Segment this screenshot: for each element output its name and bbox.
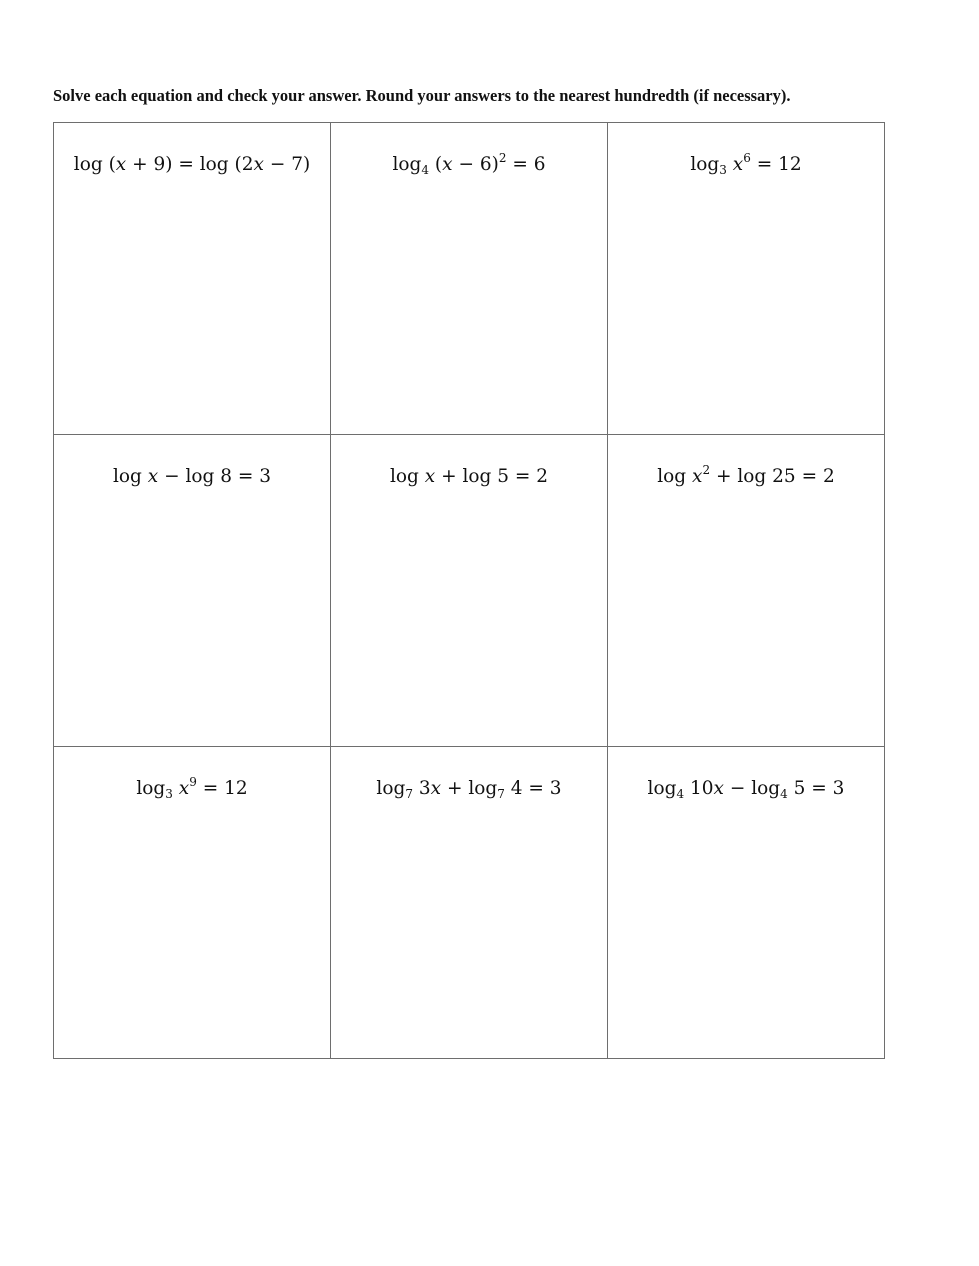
equation: [54, 465, 330, 489]
problem-cell[interactable]: [54, 747, 331, 1059]
log-base: 3: [165, 787, 173, 801]
problem-row: [54, 435, 885, 747]
equation: [331, 465, 607, 489]
variable: x: [115, 154, 127, 175]
variable: x: [178, 778, 190, 799]
log-base: 7: [497, 787, 505, 801]
log-base: 4: [780, 787, 788, 801]
equation: [331, 777, 607, 801]
problem-cell[interactable]: [608, 435, 885, 747]
equation-text: 10: [684, 778, 714, 799]
equation-text: + log 5 = 2: [435, 466, 549, 487]
problem-cell[interactable]: [331, 747, 608, 1059]
variable: x: [692, 466, 703, 487]
equation: [331, 153, 607, 177]
equation: [608, 777, 884, 801]
equation-text: − 6): [452, 154, 499, 175]
equation-text: 4 = 3: [504, 778, 562, 799]
equation-text: + log 25 = 2: [710, 466, 835, 487]
log-base: 3: [719, 163, 727, 177]
equation-text: − log: [723, 778, 781, 799]
equation: [54, 153, 330, 177]
problem-cell[interactable]: [608, 747, 885, 1059]
problem-row: [54, 747, 885, 1059]
log-base: 4: [676, 787, 685, 801]
equation: [608, 153, 884, 177]
equation-text: log: [392, 154, 422, 175]
equation-text: log: [376, 778, 406, 799]
equation-text: log: [647, 778, 677, 799]
exponent: 2: [702, 463, 711, 477]
log-base: 4: [421, 163, 430, 177]
problem-cell[interactable]: [331, 435, 608, 747]
equation-text: − 7): [263, 154, 311, 175]
equation-text: 3: [412, 778, 431, 799]
variable: x: [424, 466, 436, 487]
equation-text: + log: [441, 778, 498, 799]
equation-text: = 12: [750, 154, 802, 175]
equation: [54, 777, 330, 801]
equation-text: log: [389, 466, 425, 487]
equation-text: log: [690, 154, 720, 175]
equation-text: + 9) = log (2: [126, 154, 254, 175]
variable: x: [430, 778, 442, 799]
equation-text: log: [112, 466, 148, 487]
log-base: 7: [405, 787, 413, 801]
exponent: 9: [189, 775, 197, 789]
problem-grid: [53, 122, 885, 1059]
equation: [608, 465, 884, 489]
problem-row: [54, 123, 885, 435]
variable: x: [732, 154, 744, 175]
variable: x: [253, 154, 264, 175]
equation-text: log (: [73, 154, 116, 175]
equation-text: − log 8 = 3: [158, 466, 272, 487]
equation-text: 5 = 3: [787, 778, 845, 799]
variable: x: [713, 778, 724, 799]
equation-text: log: [136, 778, 166, 799]
problem-cell[interactable]: [54, 435, 331, 747]
equation-text: log: [657, 466, 693, 487]
equation-text: (: [429, 154, 443, 175]
exponent: 6: [743, 151, 751, 165]
problem-cell[interactable]: [608, 123, 885, 435]
equation-text: = 6: [506, 154, 546, 175]
exponent: 2: [498, 151, 507, 165]
problem-cell[interactable]: [54, 123, 331, 435]
variable: x: [147, 466, 159, 487]
instructions-heading: Solve each equation and check your answer. Round your answers to the nearest hundredth (if necessary).: [53, 86, 791, 105]
problem-cell[interactable]: [331, 123, 608, 435]
variable: x: [442, 154, 453, 175]
equation-text: = 12: [196, 778, 248, 799]
